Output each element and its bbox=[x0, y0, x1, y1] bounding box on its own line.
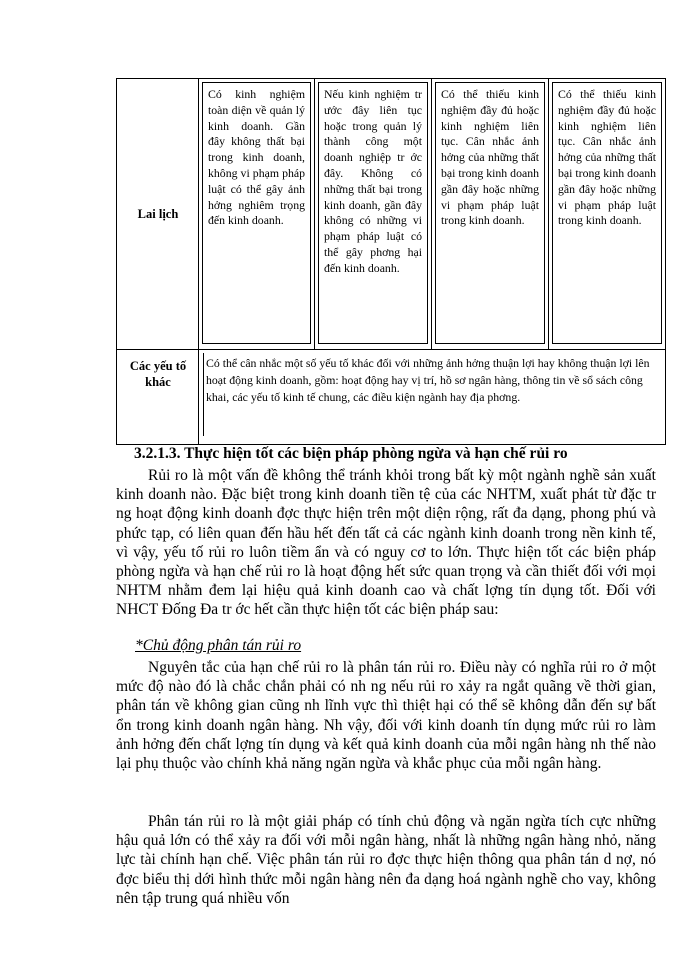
paragraph-text: Phân tán rủi ro là một giải pháp có tính chủ động và ngăn ngừa tích cực những hậu quả lớn có thể xảy ra đối với mỗi ngân hàng, nhất là những ngân hàng nhỏ, năng lực tài chính hạn chế. Việc phân tán rủi ro đợc thực hiện thông qua phân tán d nợ, nó đợc biểu thị dới hình thức mỗi ngân hàng nên đa dạng hoá ngành nghề cho vay, không nên tập trung quá nhiều vốn bbox=[116, 813, 656, 907]
paragraph bbox=[116, 466, 656, 620]
paragraph bbox=[116, 658, 656, 773]
cell-text: Nếu kinh nghiệm tr ước đây liên tục hoặc trong quản lý thành công một doanh nghiệp tr ớc đây. Không có những thất bại trong kinh doanh, gần đây không có những vi phạm pháp luật có thể gây phơng hại đến kinh doanh. bbox=[318, 82, 428, 344]
table-cell-wide bbox=[199, 350, 666, 445]
table-cell bbox=[315, 79, 432, 350]
cell-text: Có thể cân nhắc một số yếu tố khác đối với những ảnh hởng thuận lợi hay không thuận lợi lên hoạt động kinh doanh, gồm: hoạt động hay vị trí, hồ sơ ngân hàng, thông tin về sổ sách công khai, các yếu tố kinh tế chung, các điều kiện ngành hay địa phơng. bbox=[203, 353, 661, 436]
paragraph-text: Nguyên tắc của hạn chế rủi ro là phân tán rủi ro. Điều này có nghĩa rủi ro ở một mức độ nào đó là chắc chắn phải có nh ng nếu rủi ro xảy ra ngắt quãng về thời gian, phân tán về không gian cũng nh lĩnh vực thì thiệt hại có thể sẽ không dẫn đến sự bất ổn trong kinh doanh ngân hàng. Nh vậy, đối với kinh doanh tín dụng mức rủi ro làm ảnh hởng đến chất lợng tín dụng và kết quả kinh doanh của mỗi ngân hàng nh thế nào lại phụ thuộc vào chính khả năng ngăn ngừa và khắc phục của mỗi ngân hàng. bbox=[116, 659, 656, 773]
subheading: *Chủ động phân tán rủi ro bbox=[135, 637, 302, 654]
credit-assessment-table bbox=[116, 78, 666, 445]
table-row-cac-yeu-to-khac bbox=[117, 350, 666, 445]
cell-text: Có thể thiếu kinh nghiệm đầy đủ hoặc kinh nghiệm liên tục. Cân nhắc ảnh hởng của những thất bại trong kinh doanh gần đây hoặc những vi phạm pháp luật trong kinh doanh. bbox=[552, 82, 662, 344]
row-label-lai-lich: Lai lịch bbox=[117, 79, 199, 350]
table-cell bbox=[199, 79, 315, 350]
cell-text: Có kinh nghiệm toàn diện về quản lý kinh doanh. Gần đây không thất bại trong kinh doanh, không vi phạm pháp luật có thể gây ảnh hởng nghiêm trọng đến kinh doanh. bbox=[202, 82, 311, 344]
table-cell bbox=[432, 79, 549, 350]
cell-text: Có thể thiếu kinh nghiệm đầy đủ hoặc kinh nghiệm liên tục. Cân nhắc ảnh hởng của những thất bại trong kinh doanh gần đây hoặc những vi phạm pháp luật trong kinh doanh. bbox=[435, 82, 545, 344]
paragraph-text: Rủi ro là một vấn đề không thể tránh khỏi trong bất kỳ một ngành nghề sản xuất kinh doanh nào. Đặc biệt trong kinh doanh tiền tệ của các NHTM, xuất phát từ đặc tr ng hoạt động kinh doanh đợc thực hiện trên một diện rộng, rất đa dạng, phong phú và phức tạp, có liên quan đến hầu hết đến tất cả các ngành kinh doanh trong nền kinh tế, vì vậy, yếu tố rủi ro luôn tiềm ẩn và có nguy cơ to lớn. Thực hiện tốt các biện pháp phòng ngừa và hạn chế rủi ro là hoạt động hết sức quan trọng và cần thiết đối với mọi NHTM nhằm đem lại hiệu quả kinh doanh cao và chất lợng tín dụng tốt. Đối với NHCT Đống Đa tr ớc hết cần thực hiện tốt các biện pháp sau: bbox=[116, 467, 656, 619]
paragraph bbox=[116, 812, 656, 908]
table-cell bbox=[549, 79, 666, 350]
table-row-lai-lich bbox=[117, 79, 666, 350]
section-heading: 3.2.1.3. Thực hiện tốt các biện pháp phòng ngừa và hạn chế rủi ro bbox=[134, 445, 568, 462]
row-label-cac-yeu-to-khac: Các yếu tố khác bbox=[117, 350, 199, 445]
